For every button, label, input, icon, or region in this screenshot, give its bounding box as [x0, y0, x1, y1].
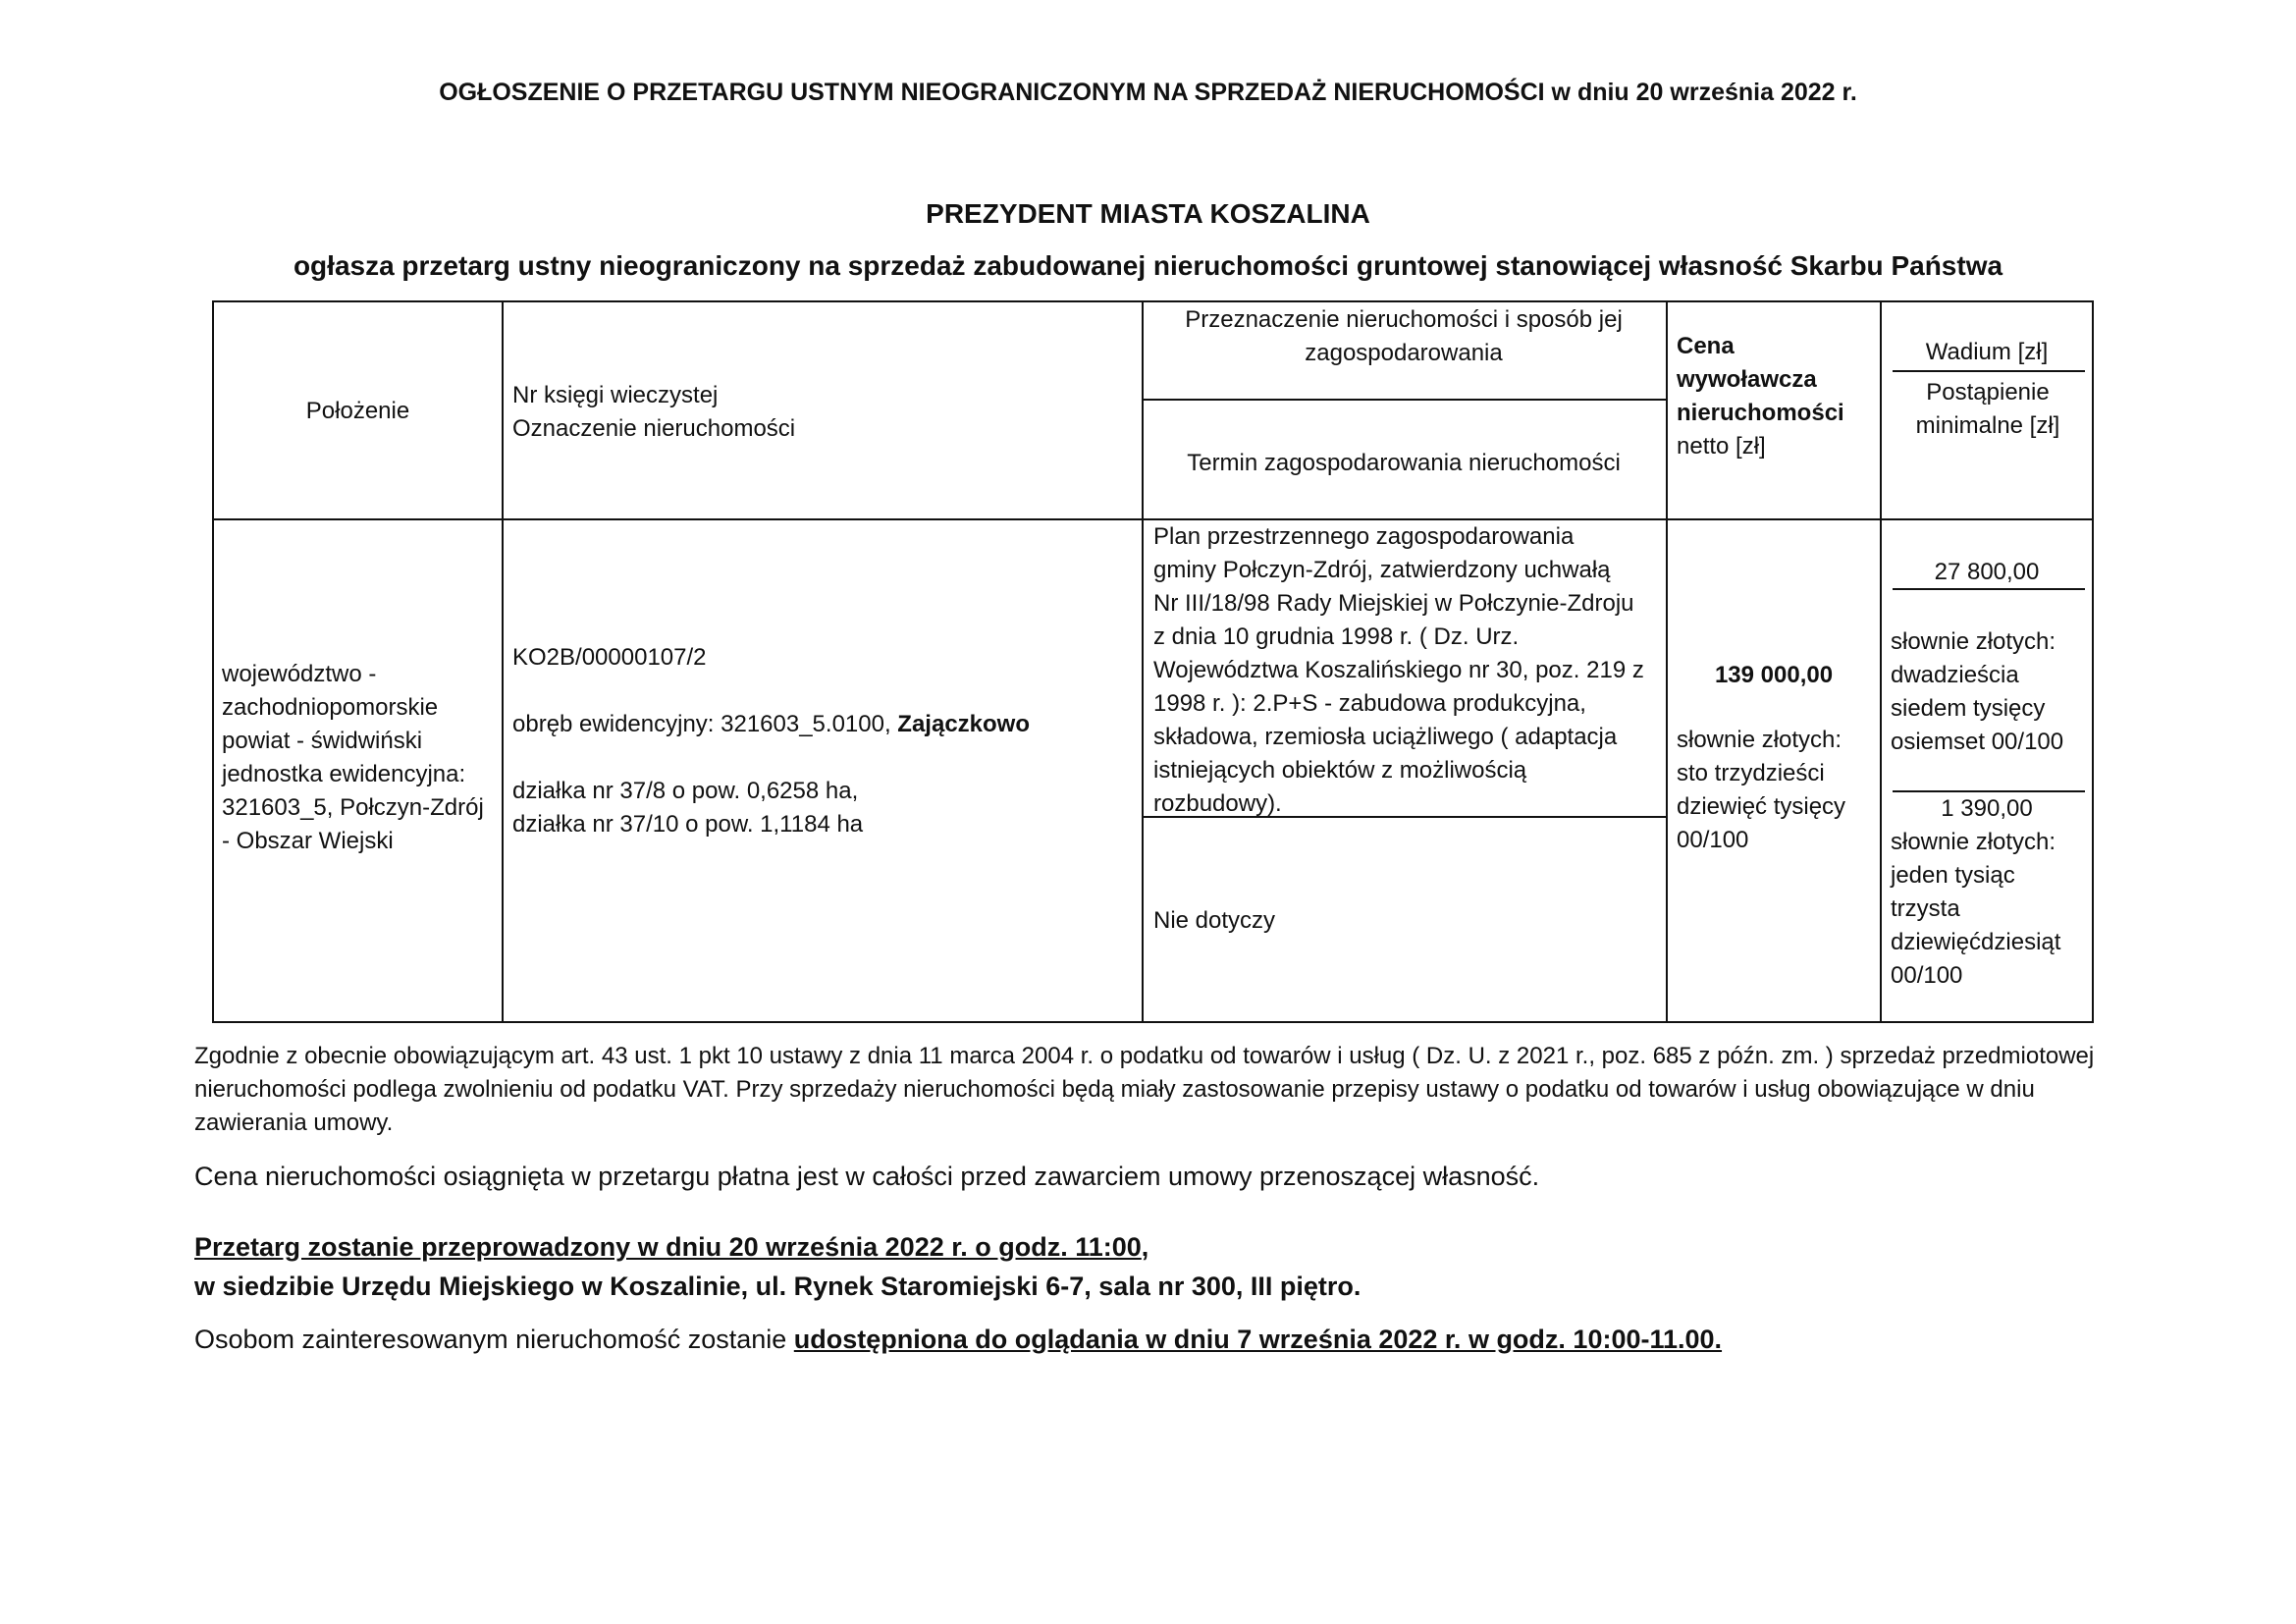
purpose-header-divider — [1142, 399, 1666, 401]
purpose-line: Nr III/18/98 Rady Miejskiej w Połczynie-Zdroju — [1153, 590, 1634, 617]
header-kw-line2: Oznaczenie nieruchomości — [512, 415, 796, 442]
table-border-top — [212, 300, 2094, 302]
min-bid-words-line: dziewięćdziesiąt — [1891, 929, 2061, 955]
header-deposit: Wadium [zł] — [1925, 339, 2049, 365]
auction-date: Przetarg zostanie przeprowadzony w dniu 20 września 2022 r. o godz. 11:00 — [194, 1232, 1142, 1262]
price-words-line: sto trzydzieści — [1677, 760, 1825, 786]
viewing-date: udostępniona do oglądania w dniu 7 września 2022 r. w godz. 10:00-11.00. — [793, 1325, 1723, 1354]
price-words — [1677, 724, 1878, 857]
price-words-line: 00/100 — [1677, 827, 1749, 853]
purpose-line: składowa, rzemiosła uciążliwego ( adaptacja — [1153, 724, 1618, 750]
deposit-words-line: słownie złotych: — [1891, 628, 2056, 655]
header-price — [1677, 330, 1873, 463]
price-value: 139 000,00 — [1714, 662, 1834, 688]
deposit-header-underline — [1893, 370, 2085, 372]
min-bid-words — [1891, 826, 2087, 993]
precinct-name: Zajączkowo — [897, 711, 1031, 737]
issuer-title: PREZYDENT MIASTA KOSZALINA — [926, 198, 1370, 229]
header-min-bid: Postąpienie minimalne [zł] — [1915, 379, 2060, 439]
deposit-words-line: osiemset 00/100 — [1891, 729, 2064, 755]
min-bid-value: 1 390,00 — [1941, 795, 2033, 822]
kw-cell — [512, 641, 1131, 841]
header-price-line3: nieruchomości — [1677, 400, 1844, 426]
kw-number: KO2B/00000107/2 — [512, 644, 707, 671]
deadline-value: Nie dotyczy — [1153, 907, 1276, 934]
plot-line: działka nr 37/8 o pow. 0,6258 ha, — [512, 778, 859, 804]
precinct-prefix: obręb ewidencyjny: 321603_5.0100, — [512, 711, 898, 737]
vat-note — [194, 1040, 2138, 1140]
viewing-prefix: Osobom zainteresowanym nieruchomość zostanie — [194, 1325, 794, 1354]
min-bid-words-line: 00/100 — [1891, 962, 1963, 989]
header-purpose: Przeznaczenie nieruchomości i sposób jej zagospodarowania — [1185, 306, 1623, 366]
vat-note-line: zawierania umowy. — [194, 1110, 394, 1136]
deposit-words-line: siedem tysięcy — [1891, 695, 2046, 722]
header-price-line2: wywoławcza — [1677, 366, 1817, 393]
col-divider-2 — [1142, 300, 1144, 1023]
header-kw-line1: Nr księgi wieczystej — [512, 382, 719, 408]
precinct-line — [512, 708, 1131, 741]
auction-date-tail: , — [1141, 1232, 1149, 1262]
header-deadline: Termin zagospodarowania nieruchomości — [1187, 450, 1621, 476]
deposit-value: 27 800,00 — [1934, 559, 2040, 585]
purpose-line: gminy Połczyn-Zdrój, zatwierdzony uchwałą — [1153, 557, 1611, 583]
purpose-line: Województwa Koszalińskiego nr 30, poz. 219 z — [1153, 657, 1644, 683]
vat-note-line: Zgodnie z obecnie obowiązującym art. 43 ust. 1 pkt 10 ustawy z dnia 11 marca 2004 r. o podatku od towarów i usług ( Dz. U. z 2021 r., poz. 685 z późn. zm. ) sprzedaż przedmiotowej — [194, 1043, 2095, 1069]
purpose-line: rozbudowy). — [1153, 790, 1282, 817]
purpose-line: z dnia 10 grudnia 1998 r. ( Dz. Urz. — [1153, 623, 1520, 650]
min-bid-words-line: trzysta — [1891, 895, 1960, 922]
location-line: jednostka ewidencyjna: — [222, 761, 466, 787]
payment-note: Cena nieruchomości osiągnięta w przetargu płatna jest w całości przed zawarciem umowy przenoszącej własność. — [194, 1162, 1540, 1191]
deposit-words-line: dwadzieścia — [1891, 662, 2019, 688]
announcement-subtitle: ogłasza przetarg ustny nieograniczony na sprzedaż zabudowanej nieruchomości gruntowej stanowiącej własność Skarbu Państwa — [293, 250, 2003, 281]
header-kw — [512, 379, 1131, 446]
table-border-bottom — [212, 1021, 2094, 1023]
purpose-line: istniejących obiektów z możliwością — [1153, 757, 1527, 784]
location-cell — [222, 658, 497, 858]
deposit-words — [1891, 625, 2087, 759]
col-divider-4 — [1880, 300, 1882, 1023]
header-price-line4: netto [zł] — [1677, 433, 1766, 460]
announcement-heading: OGŁOSZENIE O PRZETARGU USTNYM NIEOGRANICZONYM NA SPRZEDAŻ NIERUCHOMOŚCI w dniu 20 września 2022 r. — [439, 79, 1857, 106]
location-line: 321603_5, Połczyn-Zdrój — [222, 794, 484, 821]
location-line: powiat - świdwiński — [222, 728, 423, 754]
min-bid-words-line: jeden tysiąc — [1891, 862, 2015, 889]
vat-note-line: nieruchomości podlega zwolnieniu od podatku VAT. Przy sprzedaży nieruchomości będą miały zastosowanie przepisy ustawy o podatku od towarów i usług obowiązujące w dniu — [194, 1076, 2035, 1103]
auction-place: w siedzibie Urzędu Miejskiego w Koszalinie, ul. Rynek Staromiejski 6-7, sala nr 300, III piętro. — [194, 1272, 1362, 1301]
location-line: - Obszar Wiejski — [222, 828, 394, 854]
price-words-line: dziewięć tysięcy — [1677, 793, 1846, 820]
location-line: województwo - — [222, 661, 377, 687]
col-divider-1 — [502, 300, 504, 1023]
min-bid-words-line: słownie złotych: — [1891, 829, 2056, 855]
viewing-note — [194, 1320, 2138, 1359]
purpose-cell — [1153, 520, 1664, 821]
header-location: Położenie — [305, 398, 410, 424]
purpose-line: Plan przestrzennego zagospodarowania — [1153, 523, 1575, 550]
plot-line: działka nr 37/10 o pow. 1,1184 ha — [512, 811, 864, 838]
location-line: zachodniopomorskie — [222, 694, 439, 721]
table-border-right — [2092, 300, 2094, 1023]
header-price-line1: Cena — [1677, 333, 1735, 359]
price-words-line: słownie złotych: — [1677, 727, 1842, 753]
purpose-line: 1998 r. ): 2.P+S - zabudowa produkcyjna, — [1153, 690, 1586, 717]
auction-date-line — [194, 1227, 2138, 1267]
